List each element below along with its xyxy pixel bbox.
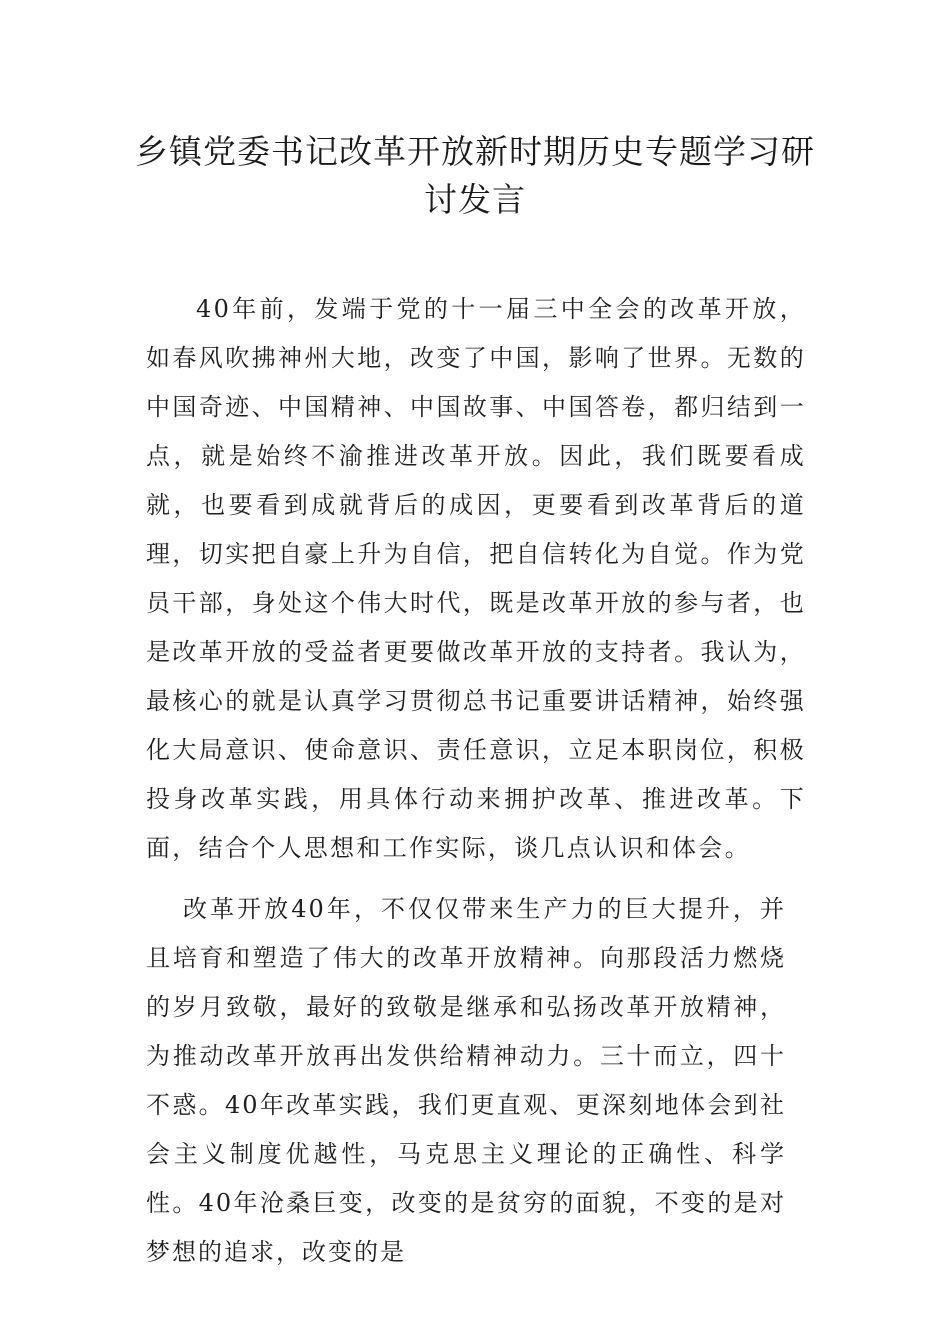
paragraph-2: 改革开放40年，不仅仅带来生产力的巨大提升，并且培育和塑造了伟大的改革开放精神。向那段活力燃烧的岁月致敬，最好的致敬是继承和弘扬改革开放精神，为推动改革开放再出发供给精神动力。三十而立，四十不惑。40年改革实践，我们更直观、更深刻地体会到社会主义制度优越性，马克思主义理论的正确性、科学性。40年沧桑巨变，改变的是贫穷的面貌，不变的是对梦想的追求，改变的是 [146,895,786,1266]
paragraph-1: 40年前，发端于党的十一届三中全会的改革开放，如春风吹拂神州大地，改变了中国，影响了世界。无数的中国奇迹、中国精神、中国故事、中国答卷，都归结到一点，就是始终不渝推进改革开放。因此，我们既要看成就，也要看到成就背后的成因，更要看到改革背后的道理，切实把自豪上升为自信，把自信转化为自觉。作为党员干部，身处这个伟大时代，既是改革开放的参与者，也是改革开放的受益者更要做改革开放的支持者。我认为，最核心的就是认真学习贯彻总书记重要讲话精神，始终强化大局意识、使命意识、责任意识，立足本职岗位，积极投身改革实践，用具体行动来拥护改革、推进改革。下面，结合个人思想和工作实际，谈几点认识和体会。 [146,295,806,862]
document-body [146,285,806,1277]
document-title: 乡镇党委书记改革开放新时期历史专题学习研讨发言 [135,132,815,219]
